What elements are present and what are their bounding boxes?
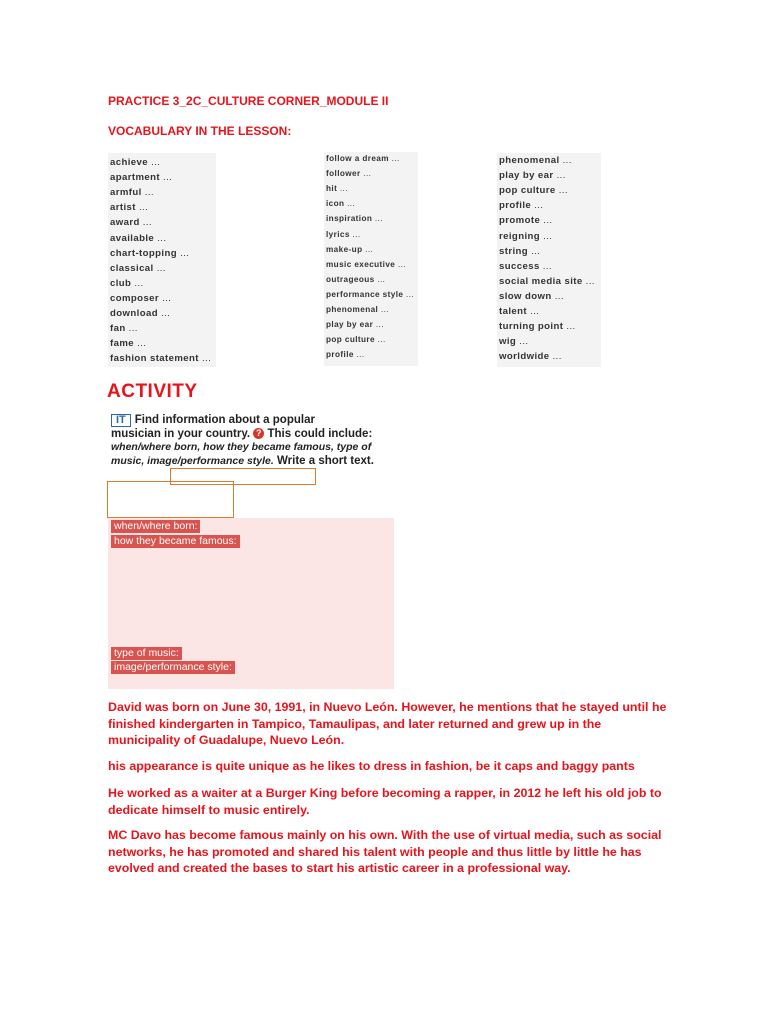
vocabulary-word: award ... [110, 217, 152, 228]
prompt-line-2: musician in your country. [111, 427, 251, 440]
vocabulary-word: achieve ... [110, 157, 160, 168]
vocabulary-word: profile ... [326, 350, 365, 359]
vocabulary-word: play by ear ... [499, 170, 566, 181]
vocabulary-word: pop culture ... [326, 335, 386, 344]
vocabulary-word: play by ear ... [326, 320, 384, 329]
vocabulary-heading: VOCABULARY IN THE LESSON: [108, 124, 292, 138]
label-music: type of music: [111, 647, 182, 660]
vocabulary-word: reigning ... [499, 231, 552, 242]
vocabulary-word: phenomenal ... [499, 155, 572, 166]
vocabulary-word: profile ... [499, 200, 543, 211]
story-paragraph-2: his appearance is quite unique as he likes to dress in fashion, be it caps and baggy pants [108, 759, 635, 773]
label-image: image/performance style: [111, 661, 235, 674]
vocabulary-column-2 [324, 152, 418, 366]
vocabulary-word: inspiration ... [326, 214, 383, 223]
vocabulary-word: pop culture ... [499, 185, 568, 196]
vocabulary-word: classical ... [110, 263, 166, 274]
it-badge: IT [111, 414, 131, 427]
vocabulary-word: music executive ... [326, 260, 406, 269]
prompt-line-1: Find information about a popular [134, 414, 315, 426]
annotation-box-2 [107, 481, 234, 518]
vocabulary-word: lyrics ... [326, 230, 361, 239]
story-paragraph-4: MC Davo has become famous mainly on his own. With the use of virtual media, such as social networks, he has promoted and shared his talent with people and thus little by little he has evolved and created the bases to start his artistic career in a professional way. [108, 828, 662, 876]
vocabulary-word: slow down ... [499, 291, 564, 302]
page-title: PRACTICE 3_2C_CULTURE CORNER_MODULE II [108, 94, 389, 108]
vocabulary-word: fashion statement ... [110, 353, 211, 364]
vocabulary-column-3 [497, 153, 601, 367]
vocabulary-word: social media site ... [499, 276, 595, 287]
vocabulary-word: armful ... [110, 187, 154, 198]
vocabulary-word: turning point ... [499, 321, 576, 332]
vocabulary-word: download ... [110, 308, 170, 319]
vocabulary-word: promote ... [499, 215, 552, 226]
vocabulary-word: icon ... [326, 199, 355, 208]
vocabulary-word: string ... [499, 246, 540, 257]
vocabulary-word: composer ... [110, 293, 171, 304]
vocabulary-word: club ... [110, 278, 144, 289]
vocabulary-word: phenomenal ... [326, 305, 389, 314]
prompt-line-2b: This could include: [267, 427, 373, 440]
vocabulary-word: chart-topping ... [110, 248, 189, 259]
vocabulary-word: make-up ... [326, 245, 373, 254]
prompt-end: Write a short text. [277, 454, 374, 467]
vocabulary-word: worldwide ... [499, 351, 562, 362]
vocabulary-word: outrageous ... [326, 275, 385, 284]
vocabulary-word: follower ... [326, 169, 371, 178]
vocabulary-word: talent ... [499, 306, 539, 317]
vocabulary-word: follow a dream ... [326, 154, 400, 163]
activity-prompt [111, 414, 381, 468]
vocabulary-column-1 [108, 153, 216, 367]
prompt-italic: when/where born, how they became famous, type of music, image/performance style. [111, 441, 372, 467]
vocabulary-word: success ... [499, 261, 552, 272]
label-famous: how they became famous: [111, 535, 240, 548]
story-paragraph-3: He worked as a waiter at a Burger King before becoming a rapper, in 2012 he left his old job to dedicate himself to music entirely. [108, 786, 662, 817]
vocabulary-word: artist ... [110, 202, 148, 213]
vocabulary-word: fan ... [110, 323, 138, 334]
story-paragraph-1: David was born on June 30, 1991, in Nuevo León. However, he mentions that he stayed until he finished kindergarten in Tampico, Tamaulipas, and later returned and grew up in the municipality of Guadalupe, Nuevo León. [108, 700, 667, 748]
vocabulary-word: fame ... [110, 338, 146, 349]
question-icon: ? [253, 428, 264, 439]
vocabulary-word: available ... [110, 233, 166, 244]
vocabulary-word: wig ... [499, 336, 528, 347]
label-born: when/where born: [111, 520, 200, 533]
vocabulary-word: apartment ... [110, 172, 172, 183]
activity-heading: ACTIVITY [107, 381, 198, 402]
vocabulary-word: performance style ... [326, 290, 414, 299]
vocabulary-word: hit ... [326, 184, 348, 193]
